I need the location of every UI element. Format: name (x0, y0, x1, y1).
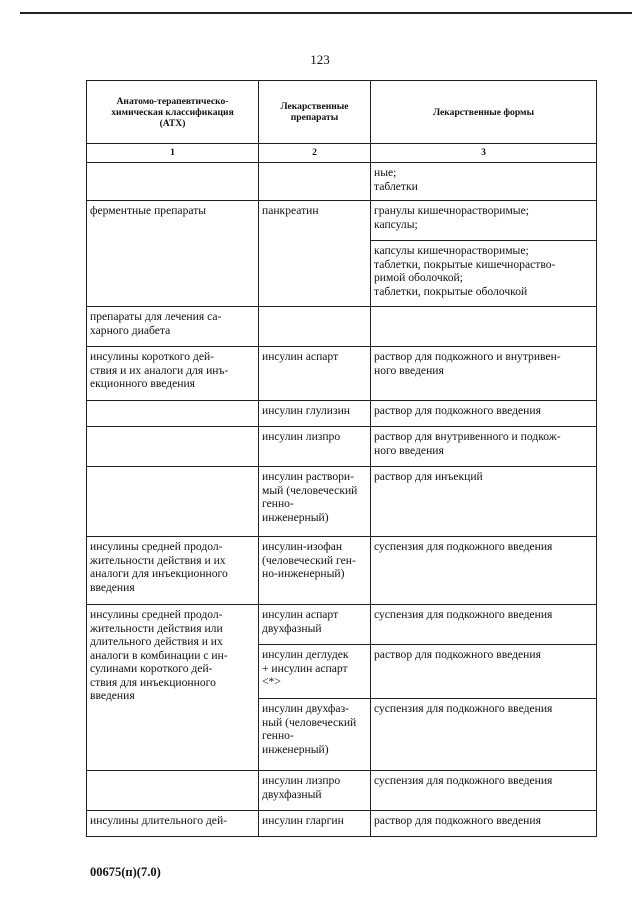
page-number: 123 (310, 52, 330, 67)
table-row (87, 537, 597, 605)
header-row (87, 81, 597, 144)
table-row (87, 771, 597, 811)
atc-cell: препараты для лечения са- харного диабета (87, 307, 259, 347)
table-row (87, 467, 597, 537)
header-forms: Лекарственные формы (371, 81, 597, 144)
drug-cell: инсулин лизпро (259, 427, 371, 467)
form-cell: суспензия для подкожного введения (371, 771, 597, 811)
form-cell: гранулы кишечнорастворимые; капсулы; (371, 201, 597, 241)
drug-cell: инсулин двухфаз- ный (человеческий генно- инженерный) (259, 699, 371, 771)
document-code: 00675(п)(7.0) (90, 865, 161, 879)
drug-cell: инсулин-изофан (человеческий ген- но-инженерный) (259, 537, 371, 605)
form-cell: раствор для подкожного введения (371, 401, 597, 427)
drug-cell (259, 307, 371, 347)
form-cell: суспензия для подкожного введения (371, 699, 597, 771)
table-row (87, 347, 597, 401)
atc-cell: инсулины короткого дей- ствия и их аналоги для инъ- екционного введения (87, 347, 259, 401)
atc-cell: инсулины длительного дей- (87, 811, 259, 837)
table-row (87, 811, 597, 837)
drug-cell: инсулин гларгин (259, 811, 371, 837)
form-cell: суспензия для подкожного введения (371, 537, 597, 605)
drug-cell: инсулин лизпро двухфазный (259, 771, 371, 811)
drug-cell: инсулин аспарт (259, 347, 371, 401)
column-number-row (87, 144, 597, 163)
header-atc: Анатомо-терапевтическо- химическая классификация (АТХ) (87, 81, 259, 144)
form-cell: ные; таблетки (371, 163, 597, 201)
drug-table (86, 80, 597, 837)
table-row (87, 427, 597, 467)
form-cell: раствор для подкожного и внутривен- ного введения (371, 347, 597, 401)
atc-cell (87, 401, 259, 427)
atc-cell: ферментные препараты (87, 201, 259, 307)
table-row (87, 201, 597, 241)
form-cell: раствор для внутривенного и подкож- ного введения (371, 427, 597, 467)
table-row (87, 307, 597, 347)
form-cell (371, 307, 597, 347)
atc-cell (87, 163, 259, 201)
top-rule (20, 12, 632, 14)
drug-cell: инсулин глулизин (259, 401, 371, 427)
atc-cell (87, 467, 259, 537)
table-row (87, 605, 597, 645)
form-cell: раствор для подкожного введения (371, 645, 597, 699)
header-drugs: Лекарственные препараты (259, 81, 371, 144)
drug-cell: панкреатин (259, 201, 371, 307)
atc-cell: инсулины средней продол- жительности действия и их аналоги для инъекционного введения (87, 537, 259, 605)
table-row (87, 401, 597, 427)
drug-cell (259, 163, 371, 201)
atc-cell (87, 427, 259, 467)
column-number: 3 (371, 144, 597, 163)
atc-cell: инсулины средней продол- жительности действия или длительного действия и их аналоги в комбинации с ин- сулинами короткого дей- ствия для инъекционного введения (87, 605, 259, 771)
form-cell: раствор для инъекций (371, 467, 597, 537)
drug-cell: инсулин деглудек + инсулин аспарт <*> (259, 645, 371, 699)
drug-cell: инсулин раствори- мый (человеческий генно- инженерный) (259, 467, 371, 537)
column-number: 1 (87, 144, 259, 163)
column-number: 2 (259, 144, 371, 163)
form-cell: капсулы кишечнорастворимые; таблетки, покрытые кишечнораство- римой оболочкой; таблетки, покрытые оболочкой (371, 241, 597, 307)
form-cell: раствор для подкожного введения (371, 811, 597, 837)
table-row (87, 163, 597, 201)
form-cell: суспензия для подкожного введения (371, 605, 597, 645)
drug-cell: инсулин аспарт двухфазный (259, 605, 371, 645)
atc-cell (87, 771, 259, 811)
